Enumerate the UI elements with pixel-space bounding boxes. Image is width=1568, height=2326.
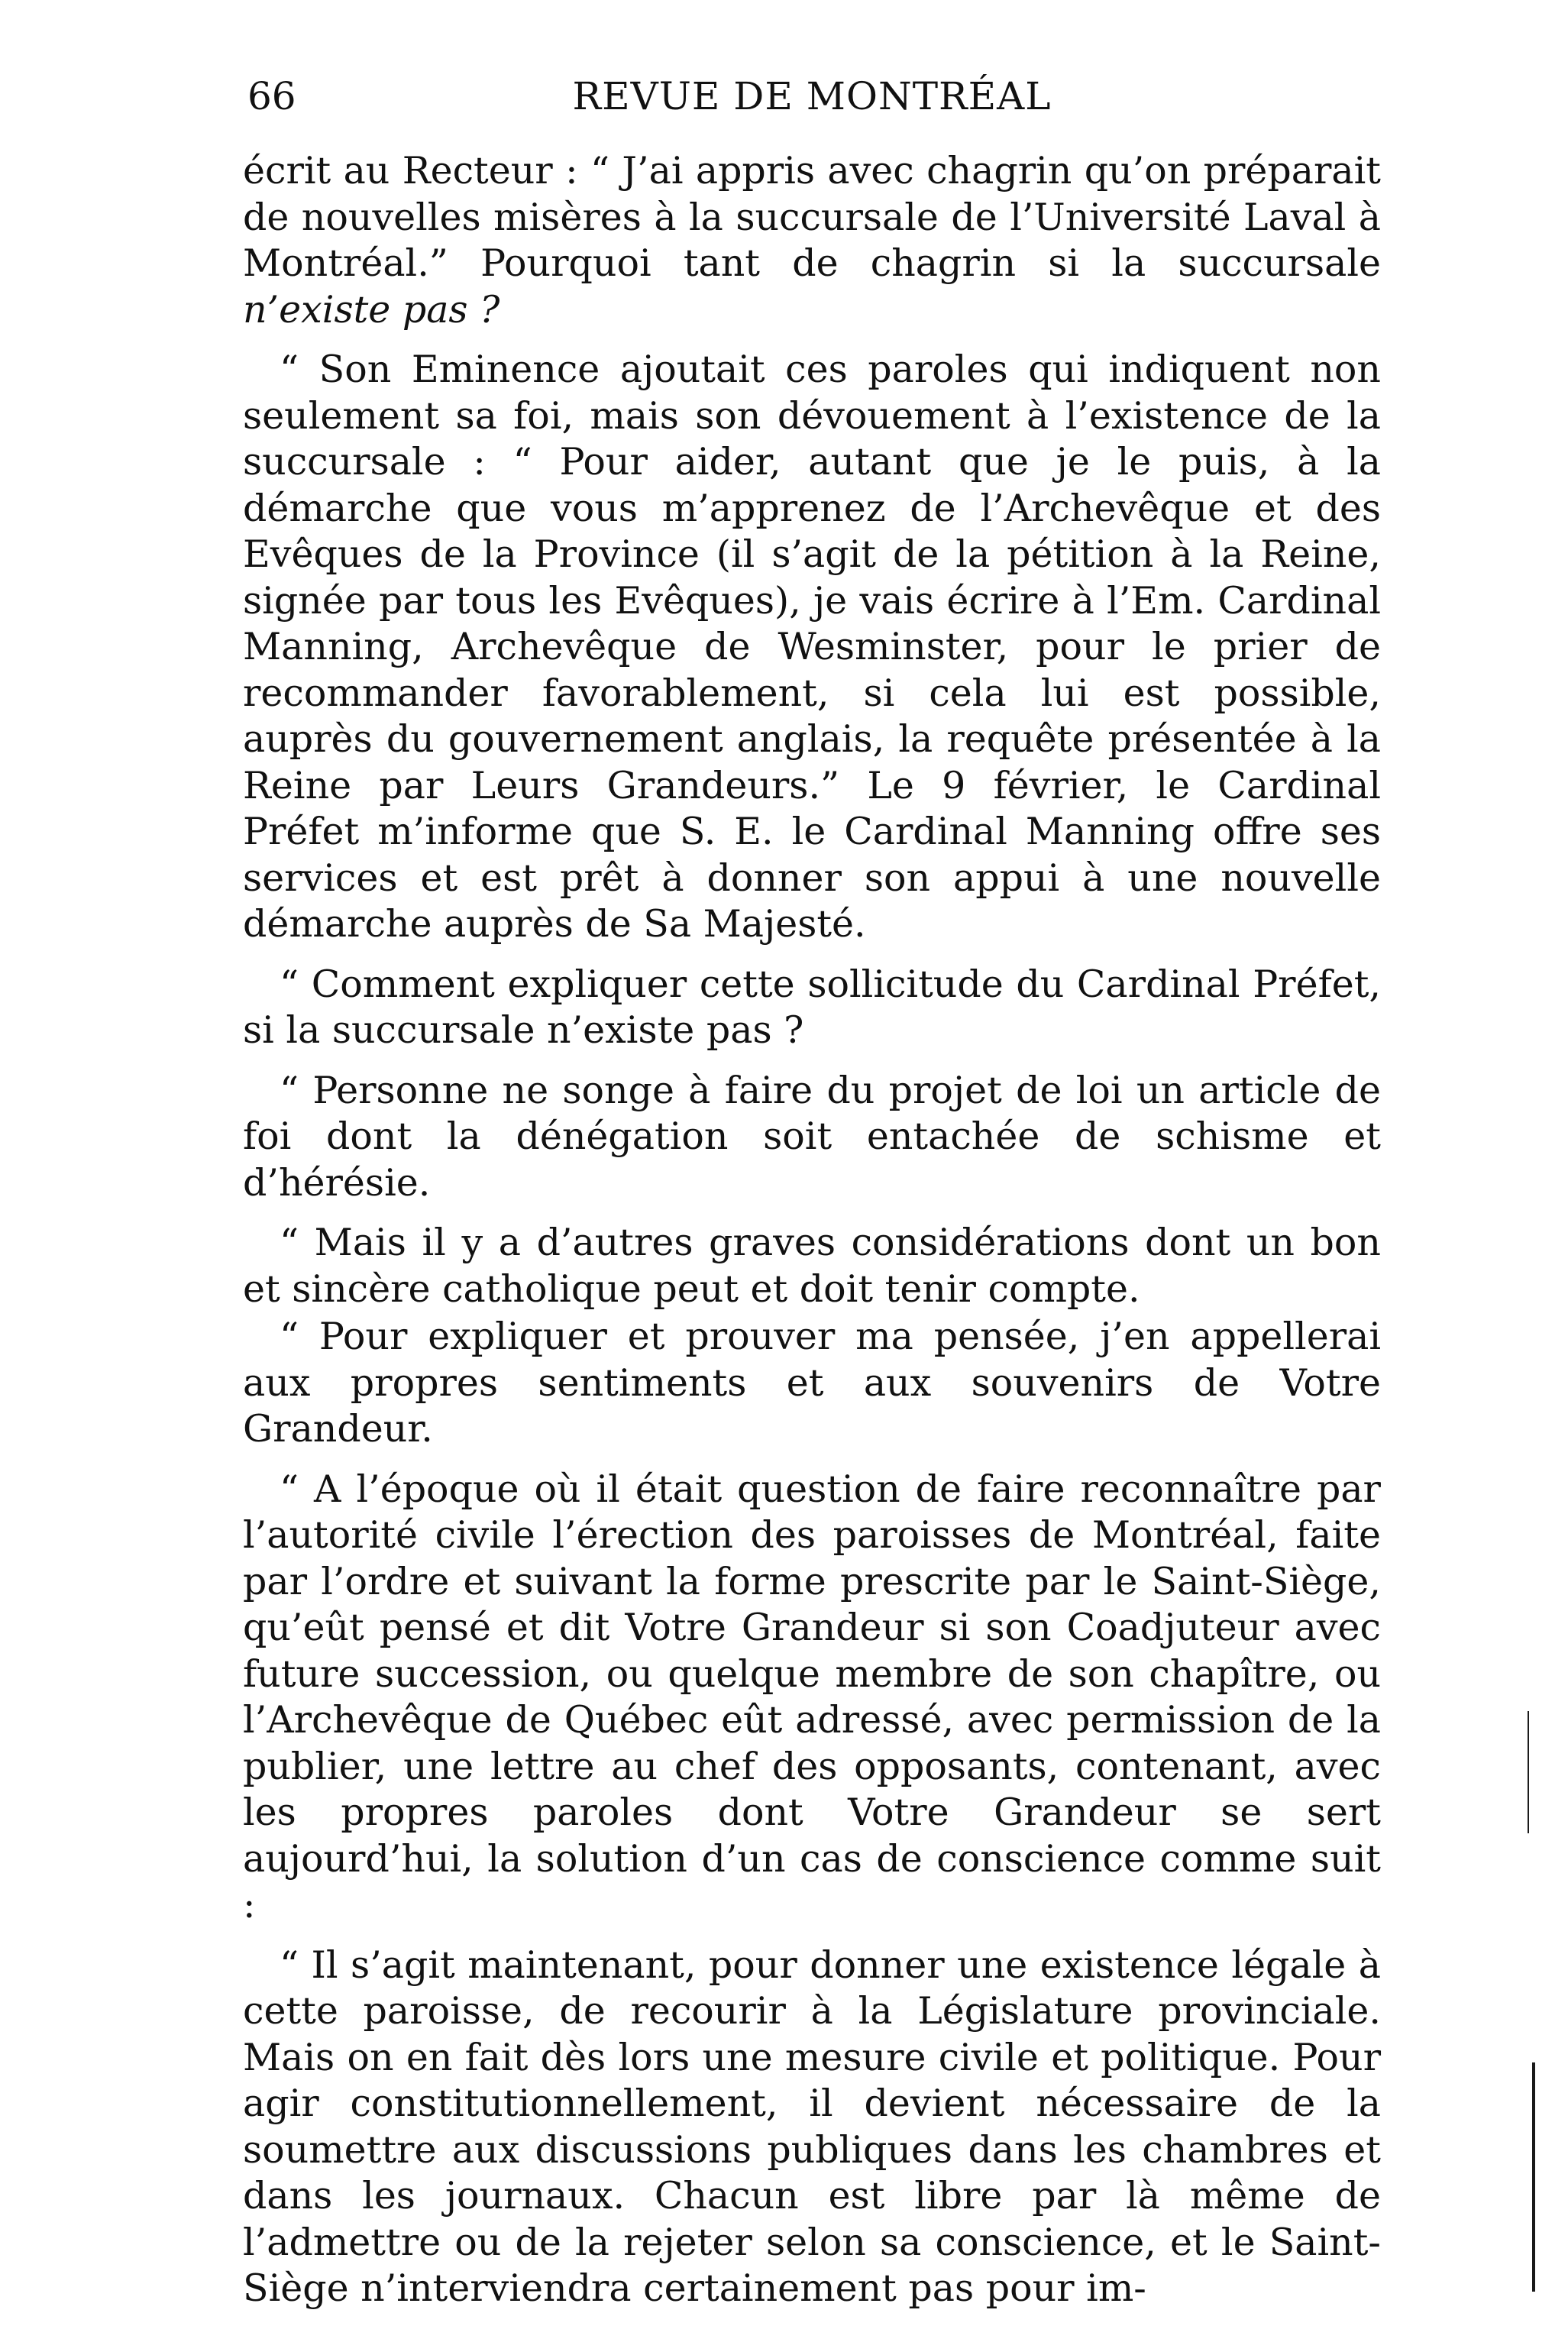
paragraph-6: “ Pour expliquer et prouver ma pensée, j’en appellerai aux propres sentiments et aux souvenirs de Votre Grandeur. (243, 1315, 1381, 1451)
paragraph-1-text: écrit au Recteur : “ J’ai appris avec chagrin qu’on préparait de nouvelles misères à la succursale de l’Université Laval à Montréal.” Pourquoi tant de chagrin si la succursale (243, 149, 1381, 285)
journal-title: REVUE DE MONTRÉAL (572, 74, 1052, 118)
scan-edge-mark-thin (1528, 1711, 1529, 1833)
page (243, 64, 1381, 2326)
scan-edge-mark (1532, 2062, 1535, 2292)
paragraph-2: “ Son Eminence ajoutait ces paroles qui indiquent non seulement sa foi, mais son dévouement à l’existence de la succursale : “ Pour aider, autant que je le puis, à la démarche que vous m’apprenez de l’Archevêque et des Evêques de la Province (il s’agit de la pétition à la Reine, signée par tous les Evêques), je vais écrire à l’Em. Cardinal Manning, Archevêque de Wesminster, pour le prier de recommander favorablement, si cela lui est possible, auprès du gouvernement anglais, la requête présentée à la Reine par Leurs Grandeurs.” Le 9 février, le Cardinal Préfet m’informe que S. E. le Cardinal Manning offre ses services et est prêt à donner son appui à une nouvelle démarche auprès de Sa Majesté. (243, 348, 1381, 946)
paragraph-1-emphasis: n’existe pas ? (243, 287, 500, 332)
paragraph-8: “ Il s’agit maintenant, pour donner une existence légale à cette paroisse, de recourir à la Législature provinciale. Mais on en fait dès lors une mesure civile et politique. Pour agir constitutionnellement, il devient nécessaire de la soumettre aux discussions publiques dans les chambres et dans les journaux. Chacun est libre par là même de l’admettre ou de la rejeter selon sa conscience, et le Saint-Siège n’interviendra certainement pas pour im- (243, 1943, 1381, 2310)
page-number: 66 (247, 74, 296, 118)
paragraph-5: “ Mais il y a d’autres graves considérations dont un bon et sincère catholique peut et doit tenir compte. (243, 1221, 1381, 1311)
running-head (243, 64, 1381, 125)
body-text (243, 148, 1381, 2312)
paragraph-7: “ A l’époque où il était question de faire reconnaître par l’autorité civile l’érection des paroisses de Montréal, faite par l’ordre et suivant la forme prescrite par le Saint-Siège, qu’eût pensé et dit Votre Grandeur si son Coadjuteur avec future succession, ou quelque membre de son chapître, ou l’Archevêque de Québec eût adressé, avec permission de la publier, une lettre au chef des opposants, contenant, avec les propres paroles dont Votre Grandeur se sert aujourd’hui, la solution d’un cas de conscience comme suit : (243, 1467, 1381, 1926)
paragraph-4: “ Personne ne songe à faire du projet de loi un article de foi dont la dénégation soit entachée de schisme et d’hérésie. (243, 1068, 1381, 1205)
paragraph-3: “ Comment expliquer cette sollicitude du Cardinal Préfet, si la succursale n’existe pas ? (243, 962, 1381, 1052)
paragraph-1 (243, 148, 1381, 333)
